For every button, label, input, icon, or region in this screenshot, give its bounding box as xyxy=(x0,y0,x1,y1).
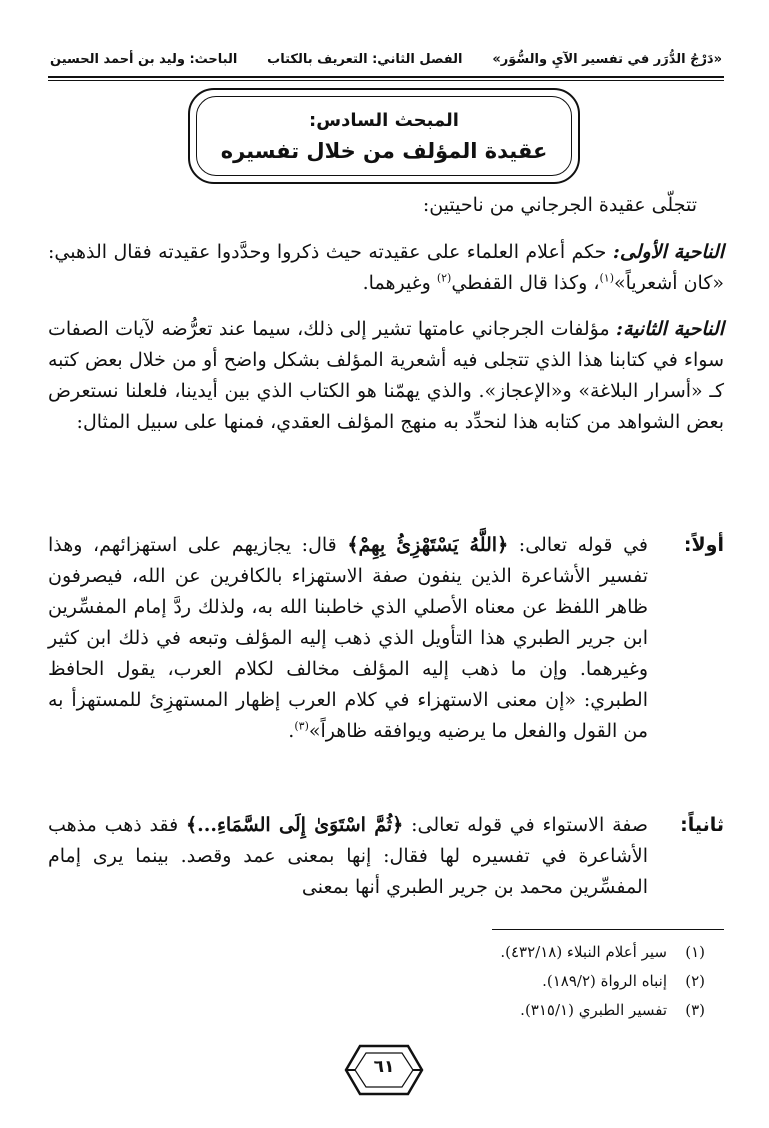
section-title: عقيدة المؤلف من خلال تفسيره xyxy=(220,138,548,163)
page-number: ٦١ xyxy=(373,1057,395,1077)
footnote-item xyxy=(245,996,705,1025)
footnote-text: إنباه الرواة (١٨٩/٢). xyxy=(542,972,667,990)
footnote-text: سير أعلام النبلاء (٤٣٢/١٨). xyxy=(500,943,667,961)
point-second-text-a: صفة الاستواء في قوله تعالى: xyxy=(403,814,649,836)
point-first-text-c: . xyxy=(288,720,295,742)
aspect-one-text-b: ، وكذا قال القفطي xyxy=(451,272,600,294)
quran-verse-istiwa: ﴿ثُمَّ اسْتَوَىٰ إِلَى السَّمَاءِ...﴾ xyxy=(185,814,404,836)
intro-paragraph: تتجلّى عقيدة الجرجاني من ناحيتين: xyxy=(422,194,697,216)
footnote-number: (٢) xyxy=(685,972,705,990)
aspect-one-text-c: وغيرهما. xyxy=(362,272,437,294)
aspect-two-lead: الناحية الثانية: xyxy=(616,318,724,340)
header-book-title: «دَرْجُ الدُّرَر في تفسير الآيِ والسُّوَر» xyxy=(492,51,722,67)
header-chapter: الفصل الثاني: التعريف بالكتاب xyxy=(267,51,463,67)
footnote-ref-3[interactable]: (٣) xyxy=(294,719,309,733)
point-second-label: ثانياً: xyxy=(680,814,724,836)
header-rule-thin xyxy=(48,80,724,81)
footnote-number: (١) xyxy=(685,943,705,961)
point-first xyxy=(48,530,724,747)
footnote-text: تفسير الطبري (٣١٥/١). xyxy=(520,1001,667,1019)
footnote-ref-1[interactable]: (١) xyxy=(599,271,614,285)
point-first-text-b: قال: يجازيهم على استهزائهم، وهذا تفسير الأشاعرة الذين ينفون صفة الاستهزاء بالكافرين عن الله، فيصرفون ظاهر اللفظ عن معناه الأصلي الذي خاطبنا الله به، ولذلك ردَّ إمام المفسِّرين ابن جرير الطبري هذا التأويل الذي ذهب إليه المؤلف وتبعه في ذلك ابن كثير وغيرهما. وإن ما ذهب إليه المؤلف مخالف لكلام العرب، يقول الحافظ الطبري: «إن معنى الاستهزاء في كلام العرب إظهار المستهزِئ للمستهزأ به من القول والفعل ما يرضيه ويوافقه ظاهراً» xyxy=(48,534,648,742)
quran-verse-mockery: ﴿اللَّهُ يَسْتَهْزِئُ بِهِمْ﴾ xyxy=(347,534,509,556)
point-first-text xyxy=(48,530,648,747)
aspect-two-text: مؤلفات الجرجاني عامتها تشير إلى ذلك، سيما عند تعرُّضه لآيات الصفات سواء في كتابنا هذا الذي تتجلى فيه أشعرية المؤلف بشكل واضح أو من خلال بعض كتبه كـ «أسرار البلاغة» و«الإعجاز». والذي يهمّنا هو الكتاب الذي بين أيدينا، فلعلنا نستعرض بعض الشواهد من كتابه هذا لنحدِّد به منهج المؤلف العقدي، فمنها على سبيل المثال: xyxy=(48,318,724,433)
aspect-one-lead: الناحية الأولى: xyxy=(612,241,724,263)
footnote-number: (٣) xyxy=(685,1001,705,1019)
section-label: المبحث السادس: xyxy=(309,109,459,131)
header-researcher: الباحث: وليد بن أحمد الحسين xyxy=(50,51,238,67)
footnote-item xyxy=(245,938,705,967)
aspect-two-paragraph xyxy=(48,314,724,438)
point-second-text-b: فقد ذهب مذهب الأشاعرة في تفسيره لها فقال: إنها بمعنى عمد وقصد. بينما يرى إمام المفسِّرين محمد بن جرير الطبري أنها بمعنى xyxy=(48,814,648,898)
section-title-frame xyxy=(188,88,580,184)
point-second-text xyxy=(48,810,648,903)
footnotes-list xyxy=(245,938,705,1025)
aspect-one-text-a: حكم أعلام العلماء على عقيدته حيث ذكروا وحدَّدوا عقيدته فقال الذهبي: «كان أشعرياً» xyxy=(48,241,724,294)
point-second xyxy=(48,810,724,903)
footnote-separator xyxy=(492,929,724,930)
point-first-text-a: في قوله تعالى: xyxy=(508,534,648,556)
footnote-item xyxy=(245,967,705,996)
aspect-one-paragraph xyxy=(48,237,724,299)
footnote-ref-2[interactable]: (٢) xyxy=(436,271,452,285)
point-first-label: أولاً: xyxy=(683,534,724,556)
section-title-inner-frame xyxy=(196,96,572,176)
header-rule xyxy=(48,76,724,78)
running-header xyxy=(50,44,722,74)
